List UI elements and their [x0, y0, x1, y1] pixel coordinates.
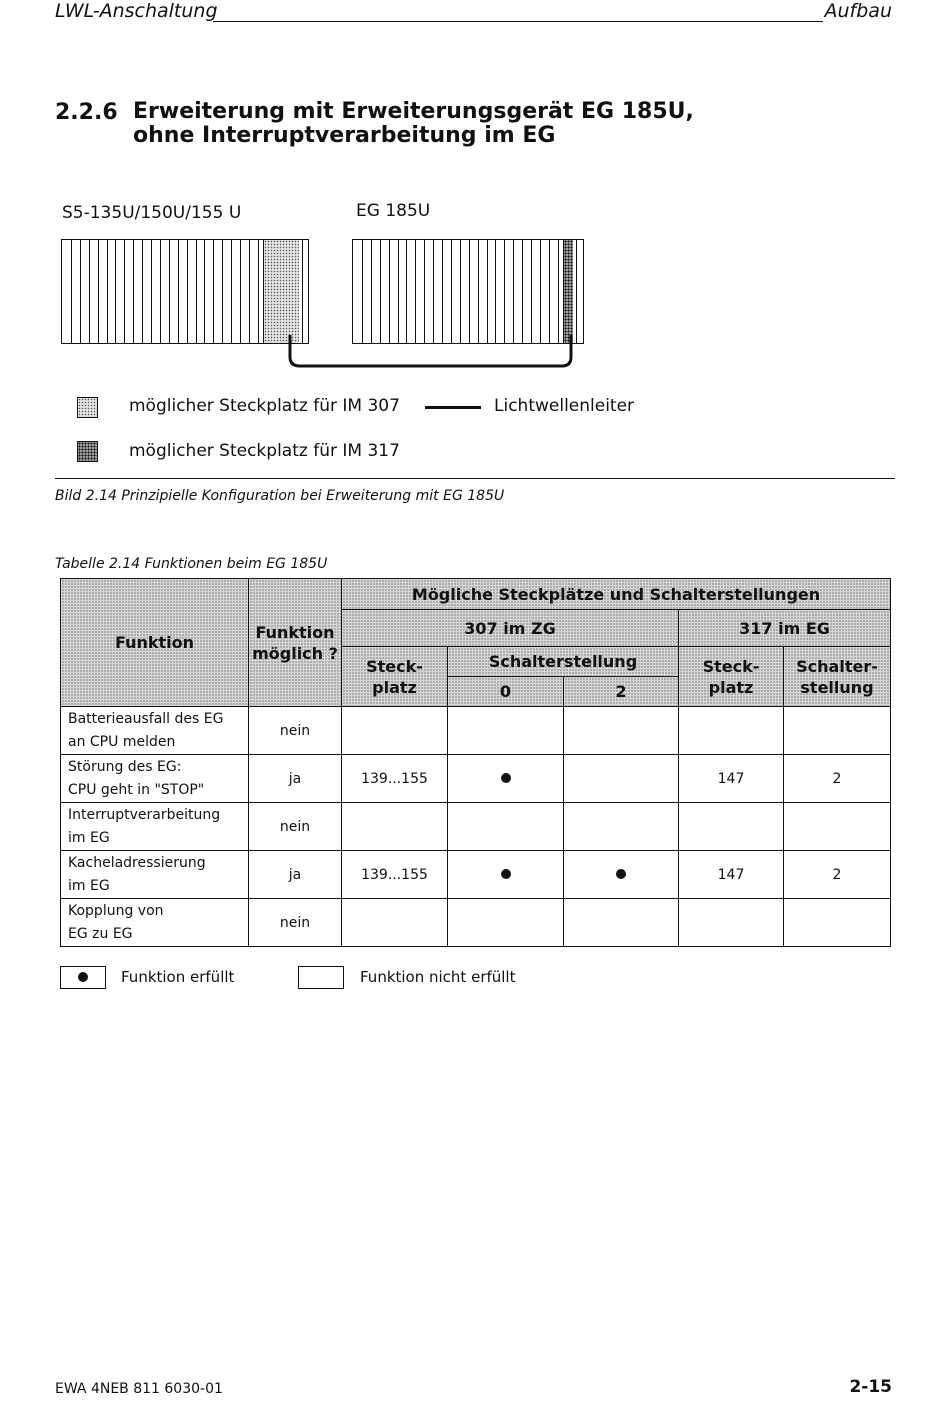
section-number: 2.2.6	[55, 100, 118, 125]
cell-funktion: Störung des EG: CPU geht in "STOP"	[61, 755, 249, 803]
cell-switch-0	[448, 707, 564, 755]
header-317-eg: 317 im EG	[679, 610, 891, 647]
cell-possible: nein	[249, 707, 342, 755]
cell-switch-0	[448, 851, 564, 899]
cell-switch-eg	[784, 707, 891, 755]
header-funktion: Funktion	[61, 579, 249, 707]
filled-dot-icon	[501, 773, 511, 783]
cell-funktion: Batterieausfall des EG an CPU melden	[61, 707, 249, 755]
legend-line-sample	[425, 406, 481, 409]
cell-possible: ja	[249, 851, 342, 899]
key-box-not-fulfilled	[298, 966, 344, 989]
header-schalter-line1: Schalter-	[796, 656, 878, 676]
header-schalter-line2: stellung	[800, 677, 874, 697]
cell-switch-2	[564, 899, 679, 947]
header-funktion-moeglich	[249, 579, 342, 707]
cell-slot-zg	[342, 803, 448, 851]
figure-caption: Bild 2.14 Prinzipielle Konfiguration bei Erweiterung mit EG 185U	[55, 488, 505, 504]
cell-slot-zg	[342, 707, 448, 755]
cell-switch-0	[448, 755, 564, 803]
cell-possible: nein	[249, 803, 342, 851]
table-row	[61, 707, 891, 755]
legend-im307: möglicher Steckplatz für IM 307	[129, 396, 400, 416]
rack-right-label: EG 185U	[356, 201, 431, 221]
functions-table	[60, 578, 891, 947]
filled-dot-icon	[616, 869, 626, 879]
key-fulfilled: Funktion erfüllt	[121, 968, 235, 986]
header-steckplatz-zg	[342, 647, 448, 707]
header-moeglich-line2: möglich ?	[252, 643, 338, 663]
key-box-fulfilled	[60, 966, 106, 989]
footer-page-number: 2-15	[849, 1377, 892, 1397]
header-307-zg: 307 im ZG	[342, 610, 679, 647]
table-row	[61, 803, 891, 851]
header-steck-eg-line1: Steck-	[702, 656, 760, 676]
cell-funktion: Kacheladressierung im EG	[61, 851, 249, 899]
footer-doc-number: EWA 4NEB 811 6030-01	[55, 1381, 223, 1397]
cell-slot-zg: 139...155	[342, 851, 448, 899]
cell-switch-0	[448, 899, 564, 947]
legend-swatch-im317	[77, 441, 98, 462]
cell-funktion: Interruptverarbeitung im EG	[61, 803, 249, 851]
cell-funktion: Kopplung von EG zu EG	[61, 899, 249, 947]
cell-slot-eg	[679, 899, 784, 947]
header-steckplatz-eg	[679, 647, 784, 707]
header-switch-0: 0	[448, 677, 564, 707]
cell-switch-2	[564, 803, 679, 851]
cell-switch-eg	[784, 803, 891, 851]
cell-switch-eg	[784, 899, 891, 947]
table-caption: Tabelle 2.14 Funktionen beim EG 185U	[55, 556, 328, 572]
cell-slot-eg	[679, 707, 784, 755]
header-schalterstellung: Schalterstellung	[448, 647, 679, 677]
cell-possible: nein	[249, 899, 342, 947]
header-steck-line2: platz	[372, 677, 417, 697]
header-schalter-eg	[784, 647, 891, 707]
header-switch-2: 2	[564, 677, 679, 707]
cell-switch-eg: 2	[784, 755, 891, 803]
filled-dot-icon	[78, 972, 88, 982]
cell-slot-eg: 147	[679, 755, 784, 803]
cell-slot-eg: 147	[679, 851, 784, 899]
header-group: Mögliche Steckplätze und Schalterstellungen	[342, 579, 891, 610]
section-title-line2: ohne Interruptverarbeitung im EG	[133, 123, 556, 148]
cell-switch-2	[564, 851, 679, 899]
key-not-fulfilled: Funktion nicht erfüllt	[360, 968, 516, 986]
header-steck-eg-line2: platz	[708, 677, 754, 697]
filled-dot-icon	[501, 869, 511, 879]
cell-slot-zg: 139...155	[342, 755, 448, 803]
fiber-optic-cable	[0, 0, 950, 400]
cell-switch-2	[564, 707, 679, 755]
header-moeglich-line1: Funktion	[255, 622, 335, 642]
cell-switch-2	[564, 755, 679, 803]
figure-rule	[55, 478, 895, 479]
legend-fiber: Lichtwellenleiter	[494, 396, 635, 416]
cell-possible: ja	[249, 755, 342, 803]
section-title-line1: Erweiterung mit Erweiterungsgerät EG 185U,	[133, 99, 694, 124]
rack-left-label: S5-135U/150U/155 U	[62, 203, 242, 223]
cell-switch-eg: 2	[784, 851, 891, 899]
legend-im317: möglicher Steckplatz für IM 317	[129, 441, 400, 461]
cell-switch-0	[448, 803, 564, 851]
cell-slot-zg	[342, 899, 448, 947]
legend-swatch-im307	[77, 397, 98, 418]
table-row	[61, 851, 891, 899]
cell-slot-eg	[679, 803, 784, 851]
running-header-right: Aufbau	[824, 0, 892, 22]
running-header-left: LWL-Anschaltung	[55, 0, 218, 22]
table-row	[61, 755, 891, 803]
table-row	[61, 899, 891, 947]
header-steck-line1: Steck-	[366, 656, 423, 676]
